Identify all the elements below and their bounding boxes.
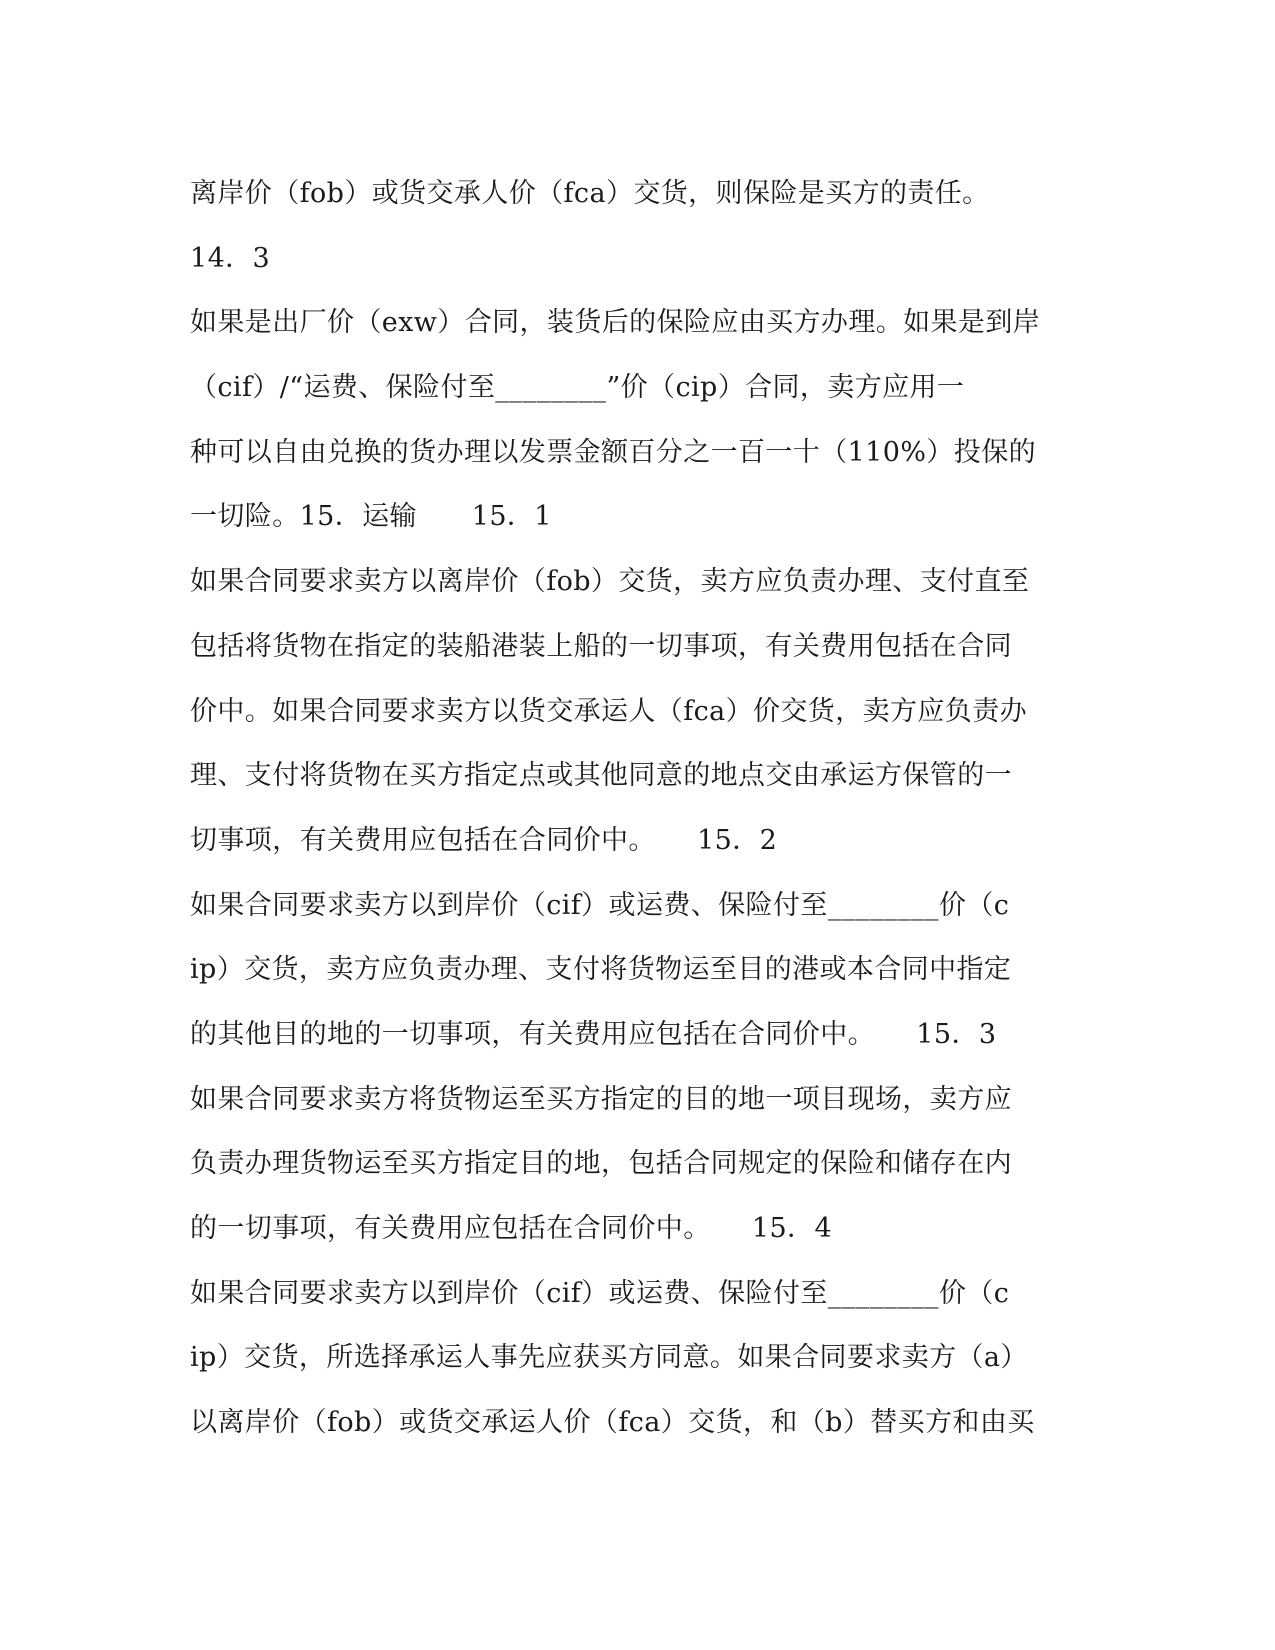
text-line: 如果合同要求卖方将货物运至买方指定的目的地一项目现场，卖方应 (190, 1083, 1012, 1115)
text-line: 理、支付将货物在买方指定点或其他同意的地点交由承运方保管的一 (190, 760, 1012, 792)
text-line: ip）交货，所选择承运人事先应获买方同意。如果合同要求卖方（a） (190, 1342, 1028, 1374)
text-line: 以离岸价（fob）或货交承运人价（fca）交货，和（b）替买方和由买 (190, 1407, 1035, 1439)
text-line: 的其他目的地的一切事项，有关费用应包括在合同价中。 15．3 (190, 1018, 997, 1050)
text-line: 种可以自由兑换的货办理以发票金额百分之一百一十（110%）投保的 (190, 436, 1036, 468)
text-line: 离岸价（fob）或货交承人价（fca）交货，则保险是买方的责任。 (190, 178, 990, 209)
text-line: 一切险。15．运输 15．1 (190, 501, 552, 533)
text-line: 如果合同要求卖方以到岸价（cif）或运费、保险付至________价（c (190, 889, 1010, 921)
text-line: （cif）/“运费、保险付至________”价（cip）合同，卖方应用一 (190, 372, 965, 404)
text-line: 的一切事项，有关费用应包括在合同价中。 15．4 (190, 1213, 833, 1244)
text-line: ip）交货，卖方应负责办理、支付将货物运至目的港或本合同中指定 (190, 954, 1012, 986)
text-line: 价中。如果合同要求卖方以货交承运人（fca）价交货，卖方应负责办 (190, 695, 1028, 727)
text-line: 包括将货物在指定的装船港装上船的一切事项，有关费用包括在合同 (190, 630, 1012, 662)
text-line: 如果合同要求卖方以到岸价（cif）或运费、保险付至________价（c (190, 1277, 1010, 1309)
text-line: 切事项，有关费用应包括在合同价中。 15．2 (190, 824, 778, 856)
text-line: 负责办理货物运至买方指定目的地，包括合同规定的保险和储存在内 (190, 1148, 1012, 1180)
document-body (190, 162, 1090, 1456)
text-line: 14．3 (190, 242, 271, 274)
text-line: 如果是出厂价（exw）合同，装货后的保险应由买方办理。如果是到岸 (190, 307, 1041, 339)
text-line: 如果合同要求卖方以离岸价（fob）交货，卖方应负责办理、支付直至 (190, 566, 1030, 598)
